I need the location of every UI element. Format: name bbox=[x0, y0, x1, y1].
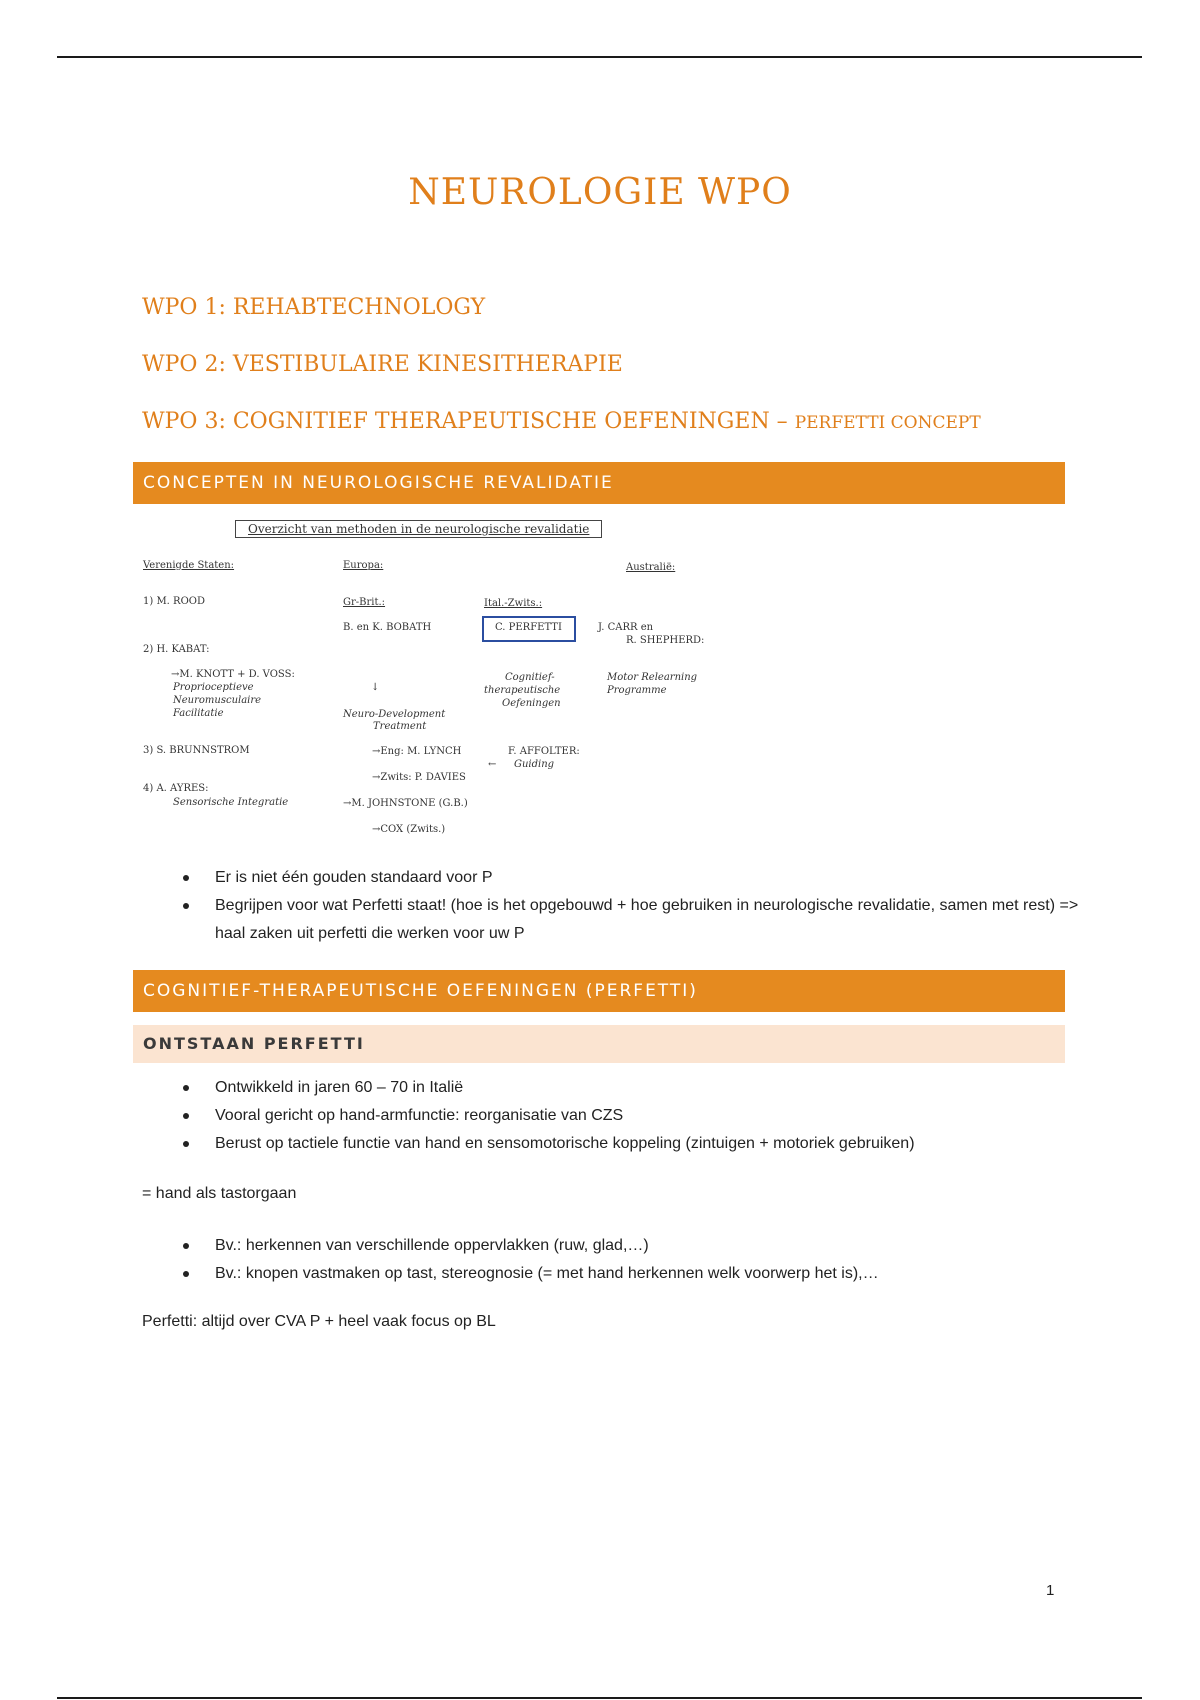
section2-example-list bbox=[183, 1232, 1083, 1288]
subheading-ontstaan: ONTSTAAN PERFETTI bbox=[133, 1025, 1065, 1063]
figure-usa-2d: Facilitatie bbox=[173, 708, 224, 719]
figure-gb-3: Treatment bbox=[373, 721, 427, 732]
list-item: Er is niet één gouden standaard voor P bbox=[183, 864, 1083, 892]
figure-usa-2a: →M. KNOTT + D. VOSS: bbox=[171, 669, 295, 680]
figure-usa-4a: Sensorische Integratie bbox=[173, 797, 289, 808]
figure-usa-2b: Proprioceptieve bbox=[173, 682, 254, 693]
list-item: Vooral gericht op hand-armfunctie: reorganisatie van CZS bbox=[183, 1102, 1083, 1130]
figure-col-usa: Verenigde Staten: bbox=[143, 560, 235, 571]
figure-usa-4: 4) A. AYRES: bbox=[143, 783, 209, 794]
figure-gb-1: B. en K. BOBATH bbox=[343, 622, 432, 633]
figure-gb-4: →Eng: M. LYNCH bbox=[372, 746, 462, 757]
figure-gb-2: Neuro-Development bbox=[343, 709, 446, 720]
figure-usa-2c: Neuromusculaire bbox=[173, 695, 262, 706]
page-number: 1 bbox=[1046, 1582, 1055, 1599]
figure-gb-arrow: ↓ bbox=[371, 682, 380, 693]
figure-gb-7: →COX (Zwits.) bbox=[372, 824, 446, 835]
figure-gb: Gr-Brit.: bbox=[343, 597, 386, 608]
figure-it: Ital.-Zwits.: bbox=[484, 598, 543, 609]
wpo-1-heading bbox=[142, 295, 485, 320]
wpo-3-text: WPO 3: COGNITIEF THERAPEUTISCHE OEFENINGEN – bbox=[142, 409, 795, 434]
figure-gb-6: →M. JOHNSTONE (G.B.) bbox=[343, 798, 468, 809]
list-item: Bv.: knopen vastmaken op tast, stereognosie (= met hand herkennen welk voorwerp het is),… bbox=[183, 1260, 1083, 1288]
wpo-2-heading bbox=[142, 352, 623, 377]
figure-it-arrow: ← bbox=[488, 759, 497, 770]
bottom-rule bbox=[57, 1697, 1142, 1699]
figure-gb-5: →Zwits: P. DAVIES bbox=[372, 772, 466, 783]
figure-au-3: Motor Relearning bbox=[607, 672, 698, 683]
wpo-3-heading bbox=[142, 409, 981, 434]
paragraph-hand-tastorgaan: = hand als tastorgaan bbox=[142, 1185, 297, 1202]
paragraph-perfetti-cva: Perfetti: altijd over CVA P + heel vaak focus op BL bbox=[142, 1313, 496, 1330]
wpo-1-text: WPO 1: REHABTECHNOLOGY bbox=[142, 295, 486, 320]
figure-usa-2: 2) H. KABAT: bbox=[143, 644, 210, 655]
list-item: Ontwikkeld in jaren 60 – 70 in Italië bbox=[183, 1074, 1083, 1102]
figure-it-6: Guiding bbox=[514, 759, 555, 770]
section-heading-perfetti: COGNITIEF-THERAPEUTISCHE OEFENINGEN (PERFETTI) bbox=[133, 970, 1065, 1012]
list-item: Berust op tactiele functie van hand en sensomotorische koppeling (zintuigen + motoriek gebruiken) bbox=[183, 1130, 1083, 1158]
figure-col-europe: Europa: bbox=[343, 560, 384, 571]
section2-bullet-list bbox=[183, 1074, 1083, 1158]
figure-it-3: therapeutische bbox=[484, 685, 561, 696]
figure-usa-3: 3) S. BRUNNSTROM bbox=[143, 745, 250, 756]
methods-overview-figure bbox=[140, 512, 720, 842]
list-item: Begrijpen voor wat Perfetti staat! (hoe is het opgebouwd + hoe gebruiken in neurologische revalidatie, samen met rest) => haal zaken uit perfetti die werken voor uw P bbox=[183, 892, 1083, 948]
wpo-3-suffix: PERFETTI CONCEPT bbox=[794, 413, 981, 433]
figure-title: Overzicht van methoden in de neurologische revalidatie bbox=[235, 520, 602, 538]
figure-au-4: Programme bbox=[607, 685, 667, 696]
section-heading-concepten: CONCEPTEN IN NEUROLOGISCHE REVALIDATIE bbox=[133, 462, 1065, 504]
wpo-2-text: WPO 2: VESTIBULAIRE KINESITHERAPIE bbox=[142, 352, 623, 377]
figure-it-5: F. AFFOLTER: bbox=[508, 746, 580, 757]
top-rule bbox=[57, 56, 1142, 58]
document-title: NEUROLOGIE WPO bbox=[408, 172, 792, 213]
figure-usa-1: 1) M. ROOD bbox=[143, 596, 205, 607]
figure-it-1: C. PERFETTI bbox=[495, 622, 562, 633]
figure-col-australia: Australië: bbox=[626, 562, 676, 573]
figure-it-2: Cognitief- bbox=[505, 672, 555, 683]
figure-au-2: R. SHEPHERD: bbox=[626, 635, 705, 646]
figure-au-1: J. CARR en bbox=[598, 622, 654, 633]
figure-it-4: Oefeningen bbox=[502, 698, 561, 709]
section1-bullet-list bbox=[183, 864, 1083, 948]
list-item: Bv.: herkennen van verschillende oppervlakken (ruw, glad,…) bbox=[183, 1232, 1083, 1260]
